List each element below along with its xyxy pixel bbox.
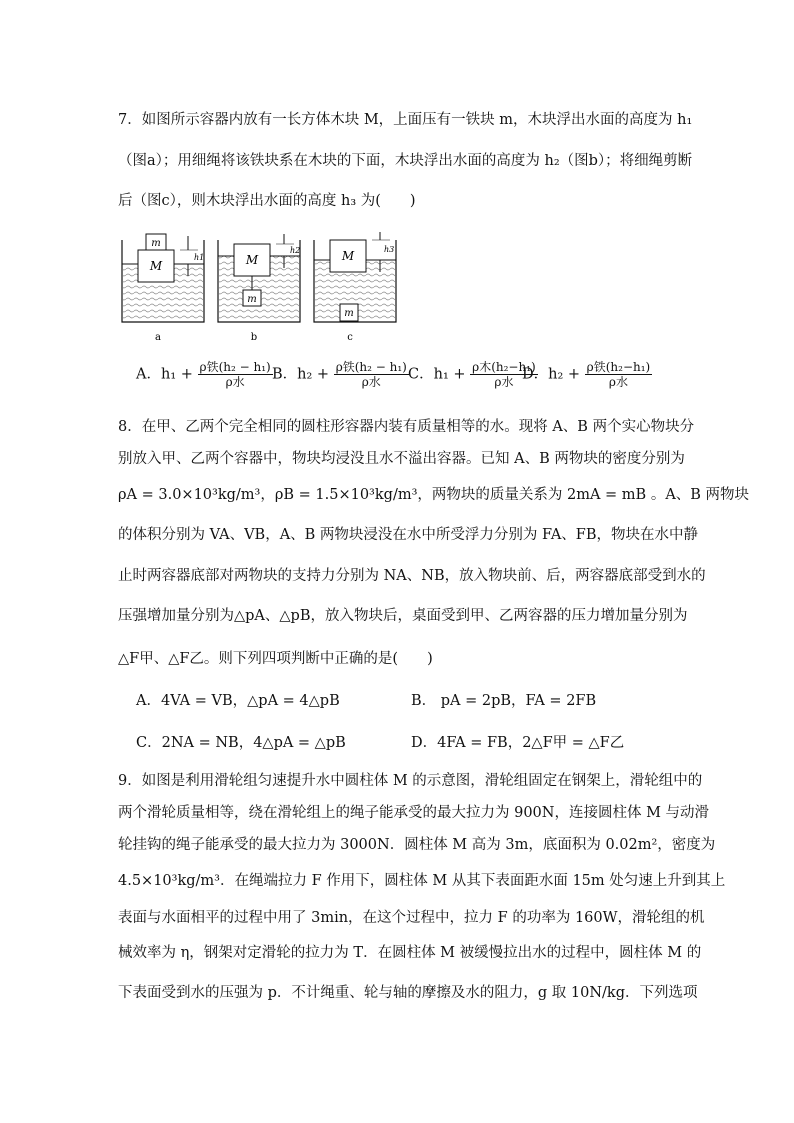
label-b: b xyxy=(250,332,258,343)
q7-line-2: （图a）；用细绳将该铁块系在木块的下面，木块浮出水面的高度为 h₂（图b）；将细绳剪断 xyxy=(118,153,693,169)
q8-line-5: 止时两容器底部对两物块的支持力分别为 NA、NB，放入物块前、后，两容器底部受到水的 xyxy=(118,568,706,584)
figure-b xyxy=(218,234,300,343)
q7-option-a[interactable]: A．h₁ + $\frac{\text{ρ铁(h₂ − h₁)}}{\text{ρ水}}$ xyxy=(136,360,271,389)
q9-line-2: 两个滑轮质量相等，绕在滑轮组上的绳子能承受的最大拉力为 900N，连接圆柱体 M 与动滑 xyxy=(118,805,710,821)
q8-line-4: 的体积分别为 VA、VB，A、B 两物块浸没在水中所受浮力分别为 FA、FB，物块在水中静 xyxy=(118,527,699,543)
q8-line-2: 别放入甲、乙两个容器中，物块均浸没且水不溢出容器。已知 A、B 两物块的密度分别为 xyxy=(118,451,685,467)
figure-c xyxy=(314,232,396,343)
a-m-label: m xyxy=(151,238,161,249)
b-h2-label: h2 xyxy=(290,246,301,255)
a-M-label: M xyxy=(149,259,163,273)
q8-line-1: 8．在甲、乙两个完全相同的圆柱形容器内装有质量相等的水。现将 A、B 两个实心物块分 xyxy=(118,419,695,435)
q8-option-a[interactable]: A．4VA = VB，△pA = 4△pB xyxy=(136,693,340,709)
b-m-label: m xyxy=(247,294,257,305)
c-h3-label: h3 xyxy=(384,245,395,254)
c-m-label: m xyxy=(344,308,354,319)
q7-line-1: 7．如图所示容器内放有一长方体木块 M，上面压有一铁块 m，木块浮出水面的高度为 h₁ xyxy=(118,112,693,128)
q7-option-c[interactable]: C．h₁ + $\frac{\text{ρ木(h₂−h₁)}}{\text{ρ水}}$ xyxy=(408,360,536,389)
q7-figure xyxy=(118,230,398,348)
label-a: a xyxy=(155,332,161,343)
b-M-label: M xyxy=(245,253,259,267)
q9-line-7: 下表面受到水的压强为 p．不计绳重、轮与轴的摩擦及水的阻力，g 取 10N/kg．下列选项 xyxy=(118,985,698,1001)
q8-option-b[interactable]: B． pA = 2pB，FA = 2FB xyxy=(411,693,597,709)
q7-line-3: 后（图c），则木块浮出水面的高度 h₃ 为( ) xyxy=(118,193,416,209)
q7-option-b[interactable]: B．h₂ + $\frac{\text{ρ铁(h₂ − h₁)}}{\text{ρ水}}$ xyxy=(272,360,407,389)
q9-line-1: 9．如图是利用滑轮组匀速提升水中圆柱体 M 的示意图，滑轮组固定在钢架上，滑轮组中的 xyxy=(118,773,703,789)
q8-option-c[interactable]: C．2NA = NB，4△pA = △pB xyxy=(136,735,346,751)
label-c: c xyxy=(347,332,353,343)
c-M-label: M xyxy=(341,249,355,263)
q9-line-5: 表面与水面相平的过程中用了 3min，在这个过程中，拉力 F 的功率为 160W，滑轮组的机 xyxy=(118,910,705,926)
q9-line-4: 4.5×10³kg/m³．在绳端拉力 F 作用下，圆柱体 M 从其下表面距水面 15m 处匀速上升到其上 xyxy=(118,873,726,889)
figure-a xyxy=(122,234,204,343)
q8-line-6: 压强增加量分别为△pA、△pB，放入物块后，桌面受到甲、乙两容器的压力增加量分别为 xyxy=(118,608,688,624)
q8-line-3: ρA = 3.0×10³kg/m³，ρB = 1.5×10³kg/m³，两物块的质量关系为 2mA = mB 。A、B 两物块 xyxy=(118,487,750,503)
q8-option-d[interactable]: D．4FA = FB，2△F甲 = △F乙 xyxy=(411,735,625,751)
a-h1-label: h1 xyxy=(194,253,205,262)
q9-line-3: 轮挂钩的绳子能承受的最大拉力为 3000N．圆柱体 M 高为 3m，底面积为 0.02m²，密度为 xyxy=(118,837,716,853)
q9-line-6: 械效率为 η，钢架对定滑轮的拉力为 T．在圆柱体 M 被缓慢拉出水的过程中，圆柱体 M 的 xyxy=(118,945,702,961)
q7-option-d[interactable]: D．h₂ + $\frac{\text{ρ铁(h₂−h₁)}}{\text{ρ水}}$ xyxy=(522,360,651,389)
q8-line-7: △F甲、△F乙。则下列四项判断中正确的是( ) xyxy=(118,651,433,667)
